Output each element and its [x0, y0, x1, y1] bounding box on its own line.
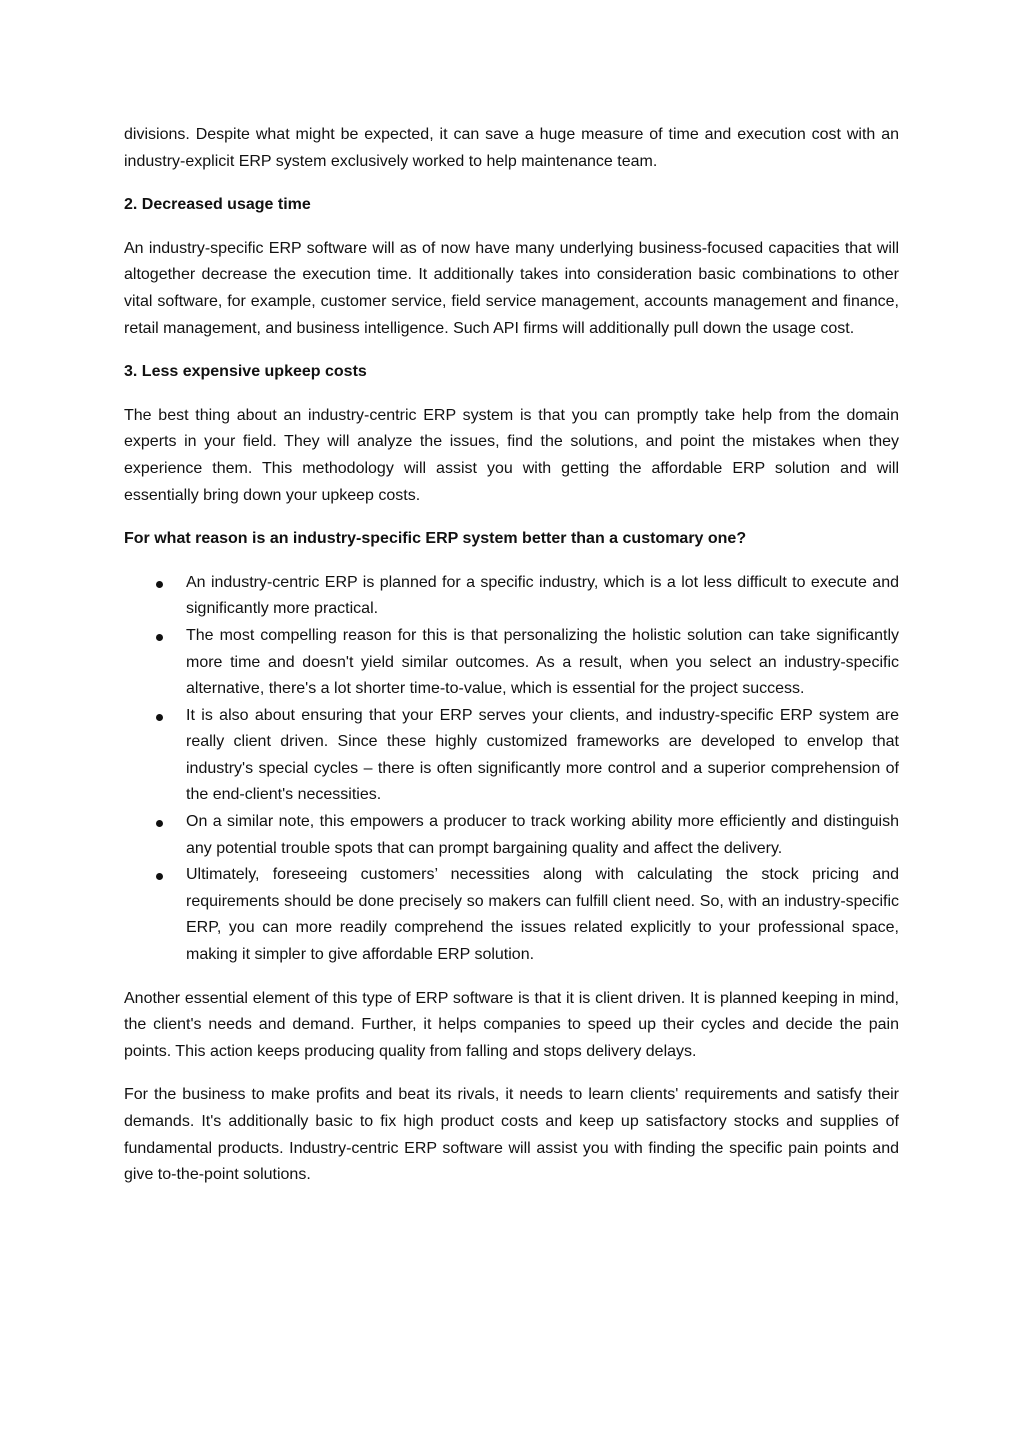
comparison-heading: For what reason is an industry-specific ERP system better than a customary one?	[124, 530, 747, 548]
section-heading-upkeep-costs: 3. Less expensive upkeep costs	[124, 363, 367, 381]
bullet-dot-icon	[156, 820, 163, 827]
bullet-item	[124, 862, 899, 968]
closing-paragraph-client-driven: Another essential element of this type of ERP software is that it is client driven. It is planned keeping in mind, the client's needs and demand. Further, it helps companies to speed up their cycles and decide the pain points. This action keeps producing quality from falling and stops delivery delays.	[124, 989, 899, 1060]
document-page	[124, 122, 899, 1206]
section-paragraph-decreased-usage-time: An industry-specific ERP software will as of now have many underlying business-focused capacities that will altogether decrease the execution time. It additionally takes into consideration basic combinations to other vital software, for example, customer service, field service management, accounts management and finance, retail management, and business intelligence. Such API firms will additionally pull down the usage cost.	[124, 239, 899, 337]
bullet-item	[124, 703, 899, 809]
bullet-dot-icon	[156, 581, 163, 588]
bullet-text: Ultimately, foreseeing customers’ necessities along with calculating the stock pricing and requirements should be done precisely so makers can fulfill client need. So, with an industry-specific ERP, you can more readily comprehend the issues related explicitly to your professional space, making it simpler to give affordable ERP solution.	[186, 866, 899, 964]
bullet-list	[124, 570, 899, 969]
bullet-dot-icon	[156, 714, 163, 721]
section-heading-decreased-usage-time: 2. Decreased usage time	[124, 196, 311, 214]
bullet-item	[124, 570, 899, 623]
bullet-text: On a similar note, this empowers a producer to track working ability more efficiently and distinguish any potential trouble spots that can prompt bargaining quality and affect the delivery.	[186, 813, 899, 857]
bullet-item	[124, 809, 899, 862]
bullet-text: The most compelling reason for this is that personalizing the holistic solution can take significantly more time and doesn't yield similar outcomes. As a result, when you select an industry-specific alternative, there's a lot shorter time-to-value, which is essential for the project success.	[186, 626, 899, 698]
bullet-dot-icon	[156, 634, 163, 641]
bullet-text: It is also about ensuring that your ERP serves your clients, and industry-specific ERP system are really client driven. Since these highly customized frameworks are developed to envelop that industry's special cycles – there is often significantly more control and a superior comprehension of the end-client's necessities.	[186, 706, 899, 804]
closing-paragraph-profits: For the business to make profits and beat its rivals, it needs to learn clients' requirements and satisfy their demands. It's additionally basic to fix high product costs and keep up satisfactory stocks and supplies of fundamental products. Industry-centric ERP software will assist you with finding the specific pain points and give to-the-point solutions.	[124, 1086, 899, 1184]
section-paragraph-upkeep-costs: The best thing about an industry-centric ERP system is that you can promptly take help from the domain experts in your field. They will analyze the issues, find the solutions, and point the mistakes when they experience them. This methodology will assist you with getting the affordable ERP solution and will essentially bring down your upkeep costs.	[124, 406, 899, 504]
intro-paragraph: divisions. Despite what might be expected, it can save a huge measure of time and execution cost with an industry-explicit ERP system exclusively worked to help maintenance team.	[124, 126, 899, 170]
bullet-item	[124, 623, 899, 703]
bullet-dot-icon	[156, 873, 163, 880]
bullet-text: An industry-centric ERP is planned for a specific industry, which is a lot less difficult to execute and significantly more practical.	[186, 573, 899, 618]
